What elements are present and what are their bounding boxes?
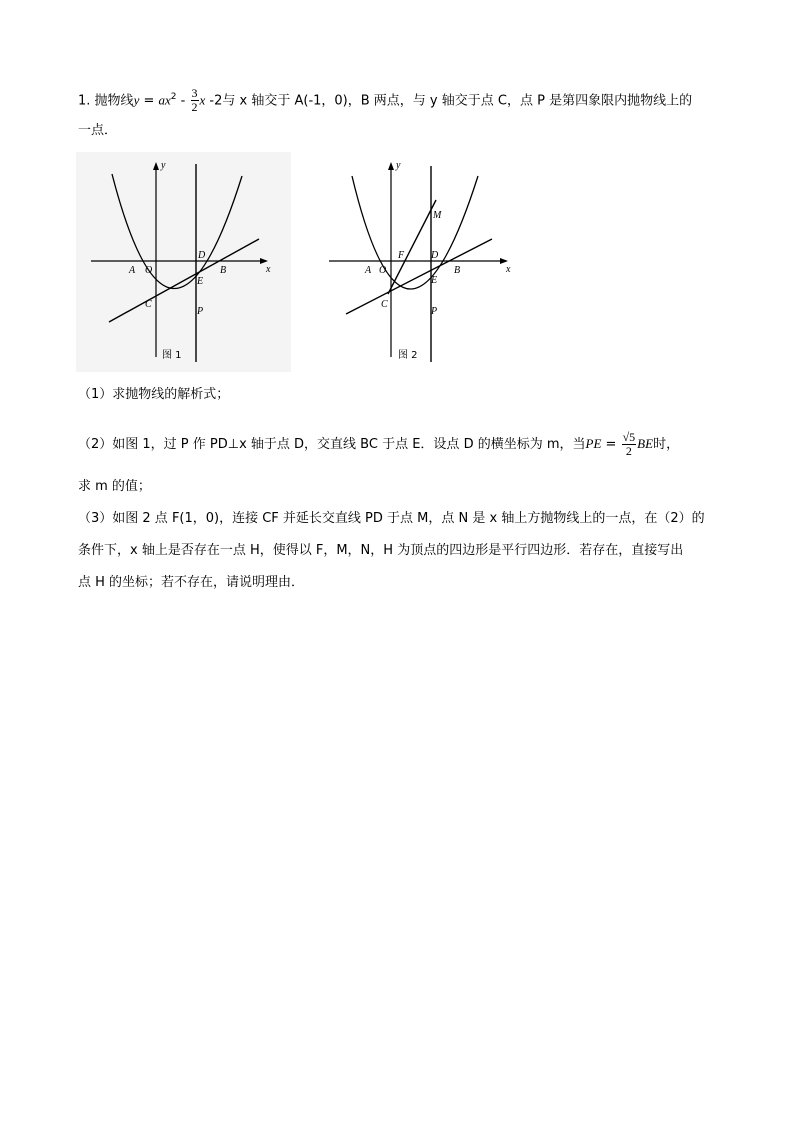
figure-2-label-p: P [431,306,438,317]
figure-2-label-c: C [381,299,388,310]
figure-1-label-a: A [129,265,136,276]
question-2-line-1 [78,431,679,458]
question-1: （1）求抛物线的解析式； [78,387,230,402]
figure-1-label-b: B [220,265,227,276]
figure-2-line-bc [346,239,492,314]
eq-superscript: 2 [170,92,177,102]
q2-fraction-numerator: √5 [622,430,636,444]
problem-text-intro: 抛物线 [94,93,134,109]
figure-2-label-o: O [379,265,387,276]
q2-be: BE [637,436,654,451]
question-3-line-3: 点 H 的坐标；若不存在，请说明理由． [78,575,305,590]
figure-1-label-e: E [197,276,204,287]
eq-tail: -2 [205,93,223,109]
figure-1-label-o: O [145,265,153,276]
problem-text-rest: 与 x 轴交于 A(-1，0)，B 两点，与 y 轴交于点 C，点 P 是第四象限内抛物线上的 [222,93,693,109]
figure-2-label-d: D [431,250,439,261]
eq-fraction-numerator: 3 [191,86,198,101]
eq-y: y [133,92,140,108]
figure-1-label-x: x [266,264,271,275]
figure-1-label-p: P [197,306,204,317]
eq-minus: - [176,93,190,109]
figure-1-label-d: D [198,250,206,261]
figure-2-label-a: A [365,265,372,276]
figure-2-label-b: B [454,265,461,276]
figure-1-caption: 图 1 [162,350,182,361]
figure-2-label-x: x [506,264,511,275]
question-2-text: （2）如图 1，过 P 作 PD⊥x 轴于点 D，交直线 BC 于点 E．设点 D 的横坐标为 m，当 [78,437,586,452]
figure-1-label-c: C [145,299,152,310]
q2-equals: = [601,437,621,452]
figure-2-svg [326,152,526,372]
eq-ax: ax [158,92,171,108]
figure-2-label-e: E [431,275,438,286]
figure-1-background [76,152,291,372]
figure-1 [76,152,291,376]
figure-2-label-m: M [433,210,442,221]
eq-fraction [191,87,199,114]
figure-2-label-f: F [398,250,405,261]
figure-2-caption: 图 2 [398,350,418,361]
figure-1-label-y: y [161,160,166,171]
problem-number: 1. [78,93,91,109]
question-2-text-end: 时， [653,437,680,452]
question-2-line-2: 求 m 的值； [78,479,151,494]
q2-fraction [622,431,637,458]
question-3-line-1: （3）如图 2 点 F(1，0)，连接 CF 并延长交直线 PD 于点 M，点 N 是 x 轴上方抛物线上的一点，在（2）的 [78,511,705,526]
figure-2-y-arrow [388,162,394,170]
eq-fraction-denominator: 2 [191,100,198,115]
figure-2-label-y: y [396,160,401,171]
figure-1-svg [76,152,291,372]
question-3-line-2: 条件下，x 轴上是否存在一点 H，使得以 F，M，N，H 为顶点的四边形是平行四边形．若存在，直接写出 [78,543,684,558]
eq-equals: = [139,93,159,109]
figure-2 [326,152,526,376]
q2-fraction-denominator: 2 [625,444,632,458]
eq-x: x [199,92,206,108]
problem-line-2: 一点． [78,123,118,138]
problem-line-1 [78,87,692,114]
q2-pe: PE [585,436,602,451]
